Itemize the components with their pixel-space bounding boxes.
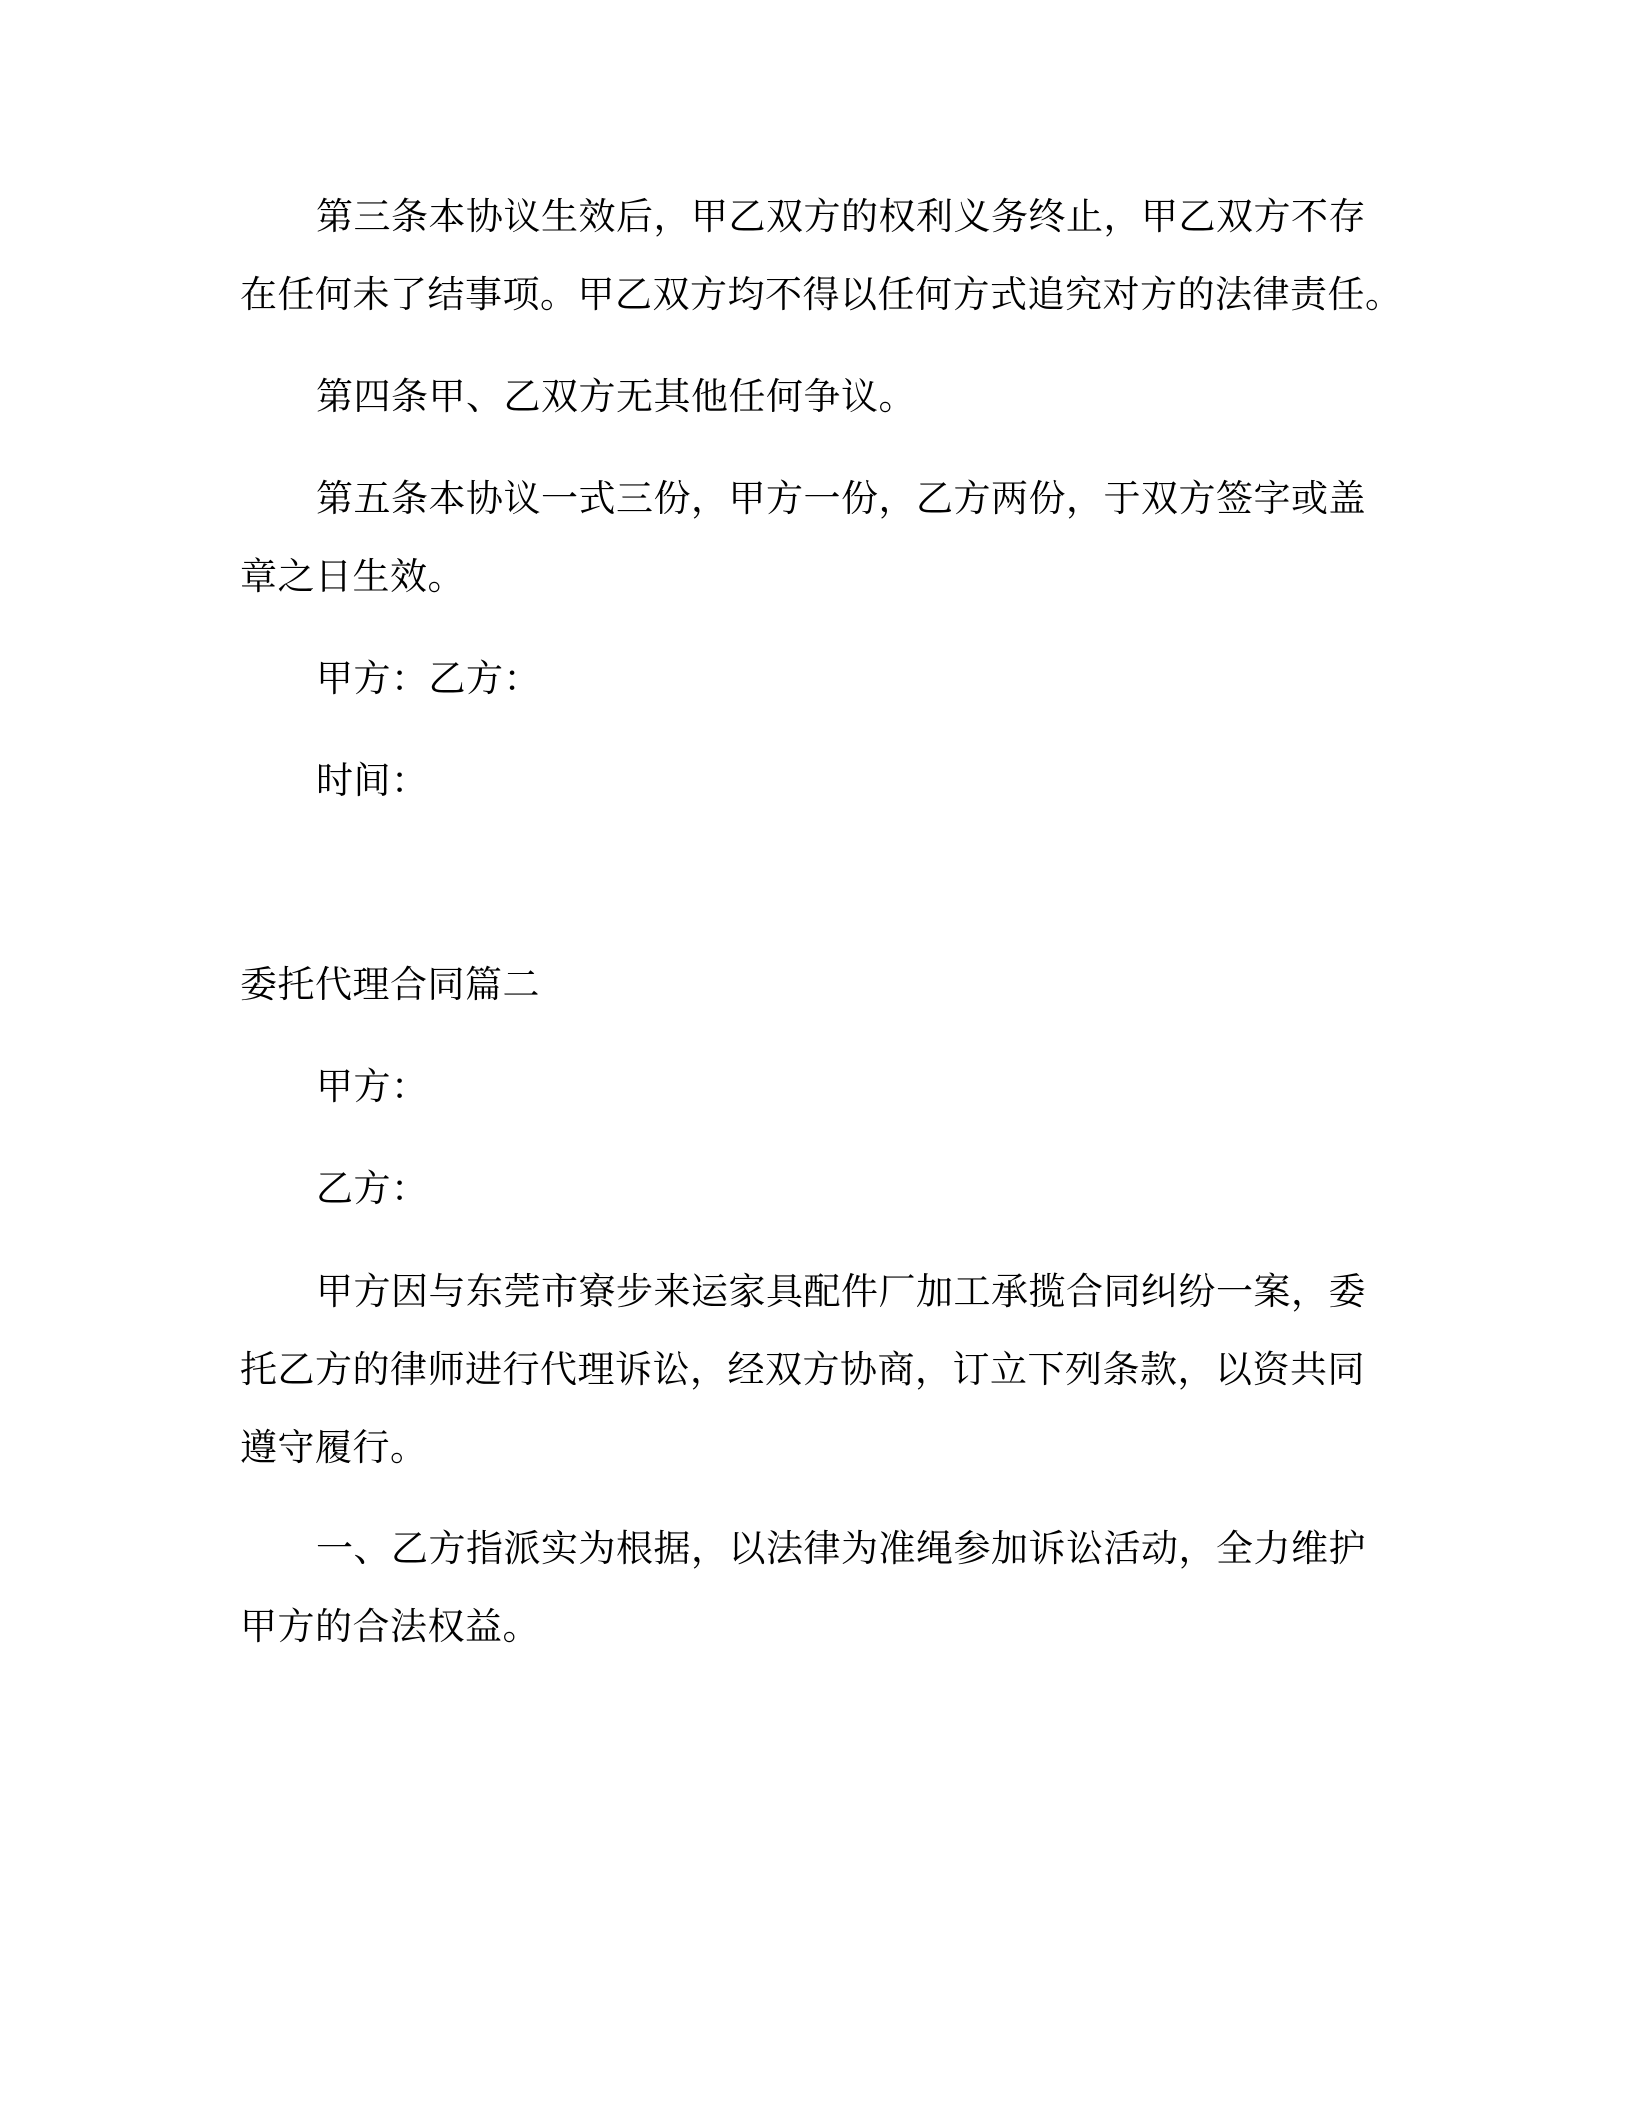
signature-time-line: [240, 742, 1380, 820]
signature-parties-line: [240, 640, 1380, 718]
text-line: 甲方的合法权益。: [240, 1605, 540, 1648]
text-line: 时间：: [316, 759, 429, 802]
text-line: 第三条本协议生效后，甲乙双方的权利义务终止，甲乙双方不存: [316, 195, 1366, 238]
paragraph-article-4: [240, 358, 1380, 436]
text-line: 遵守履行。: [240, 1426, 428, 1469]
text-line: 甲方：: [316, 1065, 429, 1108]
text-line: 章之日生效。: [240, 555, 465, 598]
text-line: 甲方因与东莞市寮步来运家具配件厂加工承揽合同纠纷一案，委: [316, 1270, 1366, 1313]
text-line: 托乙方的律师进行代理诉讼，经双方协商，订立下列条款，以资共同: [240, 1348, 1365, 1391]
text-line: 乙方：: [316, 1167, 429, 1210]
paragraph-article-3: [240, 178, 1403, 334]
text-line: 在任何未了结事项。甲乙双方均不得以任何方式追究对方的法律责任。: [240, 273, 1403, 316]
party-b-line: [240, 1150, 1380, 1228]
text-line: 第五条本协议一式三份，甲方一份，乙方两份，于双方签字或盖: [316, 477, 1366, 520]
paragraph-clause-1: [240, 1510, 1380, 1666]
text-line: 一、乙方指派实为根据，以法律为准绳参加诉讼活动，全力维护: [316, 1527, 1366, 1570]
section-heading: [240, 946, 1380, 1024]
paragraph-intro: [240, 1253, 1380, 1487]
paragraph-article-5: [240, 460, 1380, 616]
text-line: 第四条甲、乙双方无其他任何争议。: [316, 375, 916, 418]
party-a-line: [240, 1048, 1380, 1126]
text-line: 甲方：乙方：: [316, 657, 541, 700]
heading-text: 委托代理合同篇二: [240, 963, 540, 1006]
